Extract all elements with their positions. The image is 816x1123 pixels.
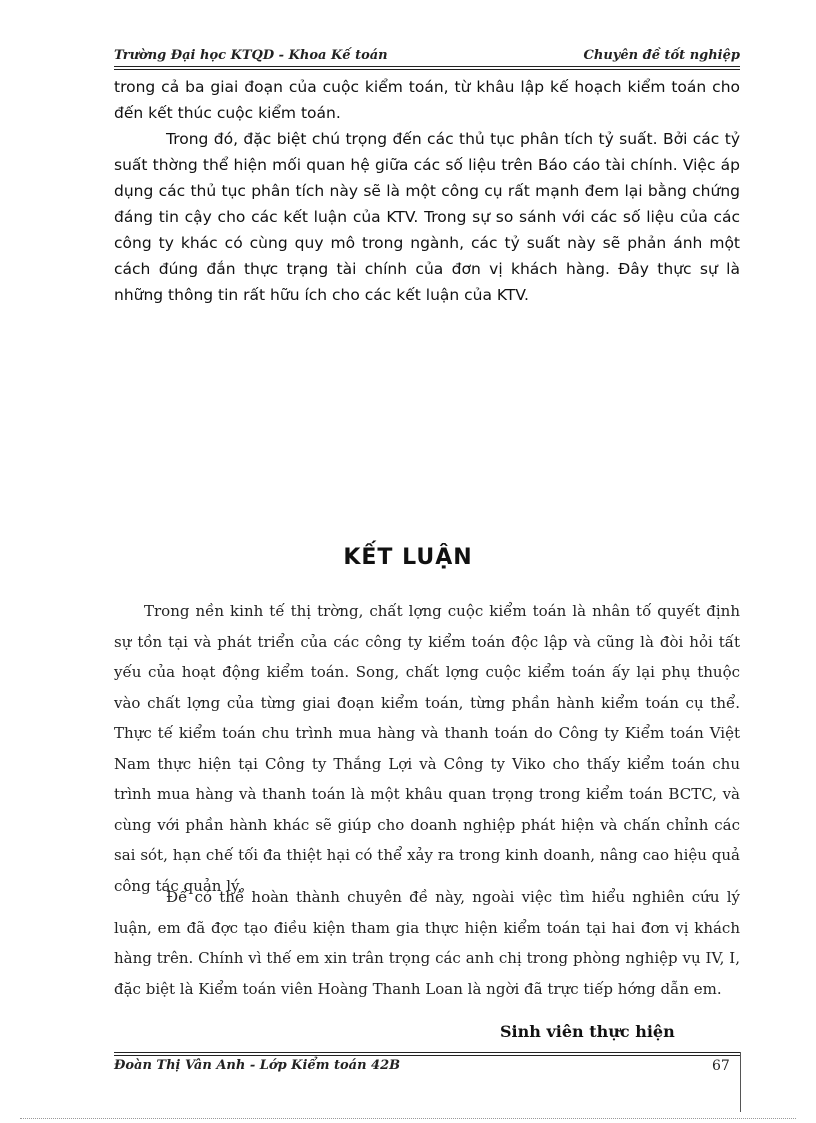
header-divider-secondary bbox=[114, 69, 740, 70]
footer-divider-secondary bbox=[114, 1055, 740, 1056]
page-header bbox=[114, 46, 740, 68]
header-divider bbox=[114, 66, 740, 67]
conclusion-title: KẾT LUẬN bbox=[343, 545, 473, 570]
page-border-line bbox=[740, 1052, 741, 1112]
header-left-text: Trường Đại học KTQD - Khoa Kế toán bbox=[114, 48, 388, 63]
page-number: 67 bbox=[712, 1058, 730, 1074]
conclusion-paragraph-1: Trong nền kinh tế thị trờng, chất lợng cuộc kiểm toán là nhân tố quyết định sự tồn tại và phát triển của các công ty kiểm toán độc lập và cũng là đòi hỏi tất yếu của hoạt động kiểm toán. Song, chất lợng cuộc kiểm toán ấy lại phụ thuộc vào chất lợng của từng giai đoạn kiểm toán, từng phần hành kiểm toán cụ thể. Thực tế kiểm toán chu trình mua hàng và thanh toán do Công ty Kiểm toán Việt Nam thực hiện tại Công ty Thắng Lợi và Công ty Viko cho thấy kiểm toán chu trình mua hàng và thanh toán là một khâu quan trọng trong kiểm toán BCTC, và cùng với phần hành khác sẽ giúp cho doanh nghiệp phát hiện và chấn chỉnh các sai sót, hạn chế tối đa thiệt hại có thể xảy ra trong kinh doanh, nâng cao hiệu quả công tác quản lý. bbox=[114, 602, 740, 895]
conclusion-paragraph-2: Để có thể hoàn thành chuyên đề này, ngoài việc tìm hiểu nghiên cứu lý luận, em đã đợc tạo điều kiện tham gia thực hiện kiểm toán tại hai đơn vị khách hàng trên. Chính vì thế em xin trân trọng các anh chị trong phòng nghiệp vụ IV, I, đặc biệt là Kiểm toán viên Hoàng Thanh Loan là ngời đã trực tiếp hớng dẫn em. bbox=[114, 888, 740, 998]
body-paragraph-2: Trong đó, đặc biệt chú trọng đến các thủ tục phân tích tỷ suất. Bởi các tỷ suất thờng thể hiện mối quan hệ giữa các số liệu trên Báo cáo tài chính. Việc áp dụng các thủ tục phân tích này sẽ là một công cụ rất mạnh đem lại bằng chứng đáng tin cậy cho các kết luận của KTV. Trong sự so sánh với các số liệu của các công ty khác có cùng quy mô trong ngành, các tỷ suất này sẽ phản ánh một cách đúng đắn thực trạng tài chính của đơn vị khách hàng. Đây thực sự là những thông tin rất hữu ích cho các kết luận của KTV. bbox=[114, 130, 740, 304]
signature-label: Sinh viên thực hiện bbox=[500, 1022, 675, 1041]
header-right-text: Chuyên đề tốt nghiệp bbox=[583, 48, 740, 63]
page-bottom-border bbox=[20, 1118, 796, 1119]
footer-divider bbox=[114, 1052, 740, 1053]
body-paragraph-1: trong cả ba giai đoạn của cuộc kiểm toán, từ khâu lập kế hoạch kiểm toán cho đến kết thúc cuộc kiểm toán. bbox=[114, 78, 740, 122]
footer-author: Đoàn Thị Vân Anh - Lớp Kiểm toán 42B bbox=[114, 1058, 401, 1073]
